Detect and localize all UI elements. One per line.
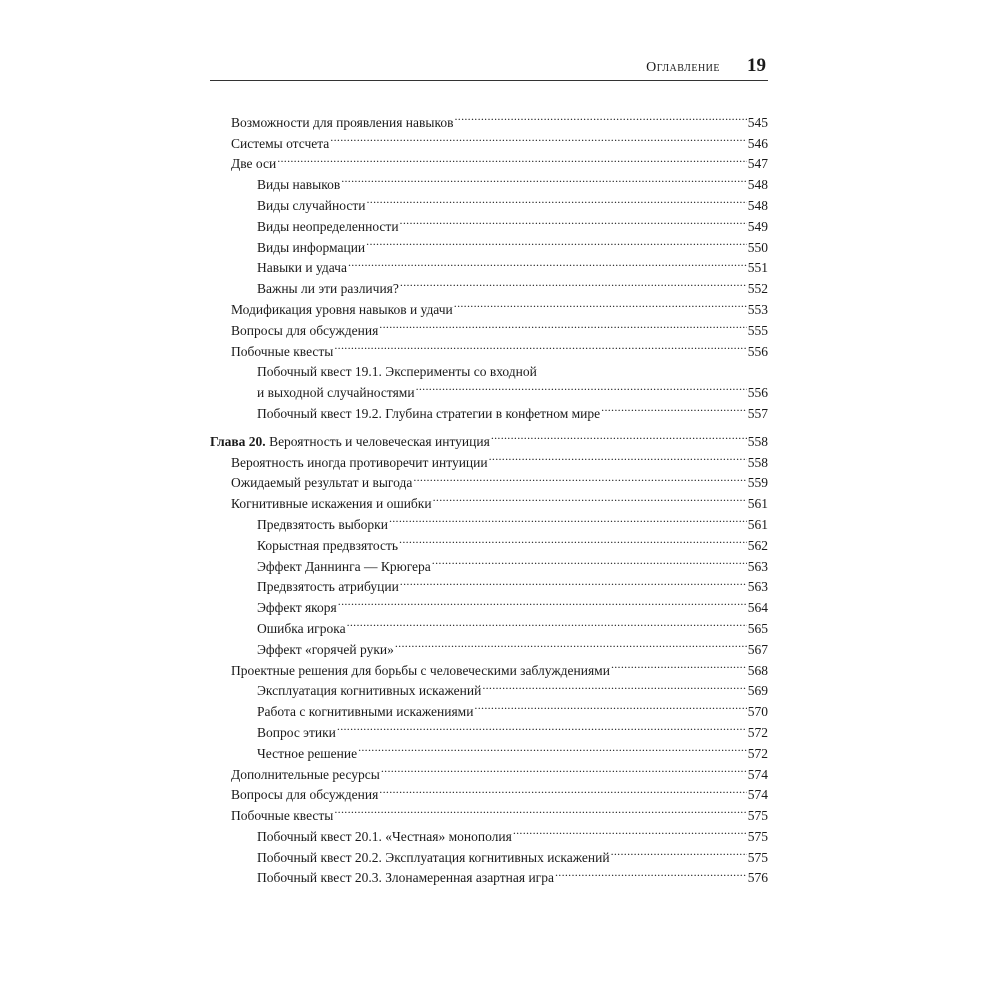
toc-entry-title: [210, 432, 490, 453]
toc-entry-text: Предвзятость атрибуции: [257, 579, 399, 595]
toc-entry-text: Проектные решения для борьбы с человеческими заблуждениями: [231, 662, 610, 678]
toc-entry-text: Навыки и удача: [257, 260, 347, 276]
toc-entry-title: [231, 473, 412, 494]
dot-leader: [454, 293, 747, 314]
toc-entry-page: 556: [747, 385, 768, 401]
toc-entry-text: Вероятность иногда противоречит интуиции: [231, 454, 488, 470]
dot-leader: [489, 446, 747, 467]
toc-entry-page: 558: [747, 454, 768, 470]
toc-entry-page: 563: [747, 579, 768, 595]
toc-entry-text: Вопросы для обсуждения: [231, 322, 379, 338]
toc-entry-title: [257, 619, 346, 640]
page-number: 19: [747, 55, 766, 76]
toc-entry-text: Вопрос этики: [257, 724, 336, 740]
toc-entry-page: 550: [747, 239, 768, 255]
toc-entry-page: 570: [747, 704, 768, 720]
toc-entry-page: 552: [747, 281, 768, 297]
toc-entry-title: [257, 258, 347, 279]
dot-leader: [338, 591, 747, 612]
toc-entry-title: [257, 515, 388, 536]
toc-entry-page: 548: [747, 177, 768, 193]
toc-entry-page: 569: [747, 683, 768, 699]
toc-entry-text: Корыстная предвзятость: [257, 537, 399, 553]
toc-entry-title: [231, 765, 380, 786]
toc-entry-title: [257, 196, 365, 217]
toc-entry-text: Эффект Даннинга — Крюгера: [257, 558, 431, 574]
toc-entry-text: Побочный квест 20.1. «Честная» монополия: [257, 828, 512, 844]
toc-entry-page: 572: [747, 745, 768, 761]
toc-entry-text: Работа с когнитивными искажениями: [257, 704, 474, 720]
toc-entry[interactable]: [210, 425, 768, 449]
toc-entry-text: Возможности для проявления навыков: [231, 114, 454, 130]
dot-leader: [334, 335, 746, 356]
toc-entry-page: 576: [747, 870, 768, 886]
toc-entry-text: Вероятность и человеческая интуиция: [265, 433, 490, 449]
dot-leader: [399, 529, 747, 550]
toc-entry-text: Побочный квест 19.2. Глубина стратегии в конфетном мире: [257, 405, 601, 421]
toc-entry-text: Предвзятость выборки: [257, 516, 388, 532]
toc-entry-page: 567: [747, 641, 768, 657]
dot-leader: [482, 675, 746, 696]
toc-entry-page: 546: [747, 135, 768, 151]
toc-entry-page: 549: [747, 218, 768, 234]
toc-entry-text: Честное решение: [257, 745, 358, 761]
toc-entry-text: Побочные квесты: [231, 343, 334, 359]
dot-leader: [433, 487, 747, 508]
toc-entry-page: 556: [747, 343, 768, 359]
toc-entry-text: Ошибка игрока: [257, 620, 346, 636]
toc-entry-page: 557: [747, 405, 768, 421]
dot-leader: [432, 550, 747, 571]
dot-leader: [538, 356, 767, 377]
dot-leader: [330, 127, 746, 148]
toc-entry-title: [257, 175, 340, 196]
toc-entry-text: Важны ли эти различия?: [257, 281, 399, 297]
toc-entry-text: Побочный квест 20.2. Эксплуатация когнитивных искажений: [257, 849, 610, 865]
toc-entry-title: [257, 868, 554, 889]
toc-entry-text: Побочные квесты: [231, 808, 334, 824]
toc-entry-text: Побочный квест 19.1. Эксперименты со входной: [257, 364, 537, 380]
toc-entry-page: 561: [747, 496, 768, 512]
dot-leader: [454, 106, 746, 127]
dot-leader: [358, 737, 747, 758]
toc-entry-page: 574: [747, 787, 768, 803]
toc-entry-page: 562: [747, 537, 768, 553]
toc-entry-title: [257, 279, 399, 300]
toc-entry-text: Вопросы для обсуждения: [231, 787, 379, 803]
toc-entry-title: [257, 723, 336, 744]
dot-leader: [395, 633, 747, 654]
toc-entry-page: 545: [747, 114, 768, 130]
toc-entry-page: 547: [747, 156, 768, 172]
toc-entry-title: [231, 154, 276, 175]
toc-entry-page: 558: [747, 433, 768, 449]
dot-leader: [555, 862, 747, 883]
dot-leader: [400, 571, 747, 592]
dot-leader: [348, 252, 747, 273]
toc-entry-title: [257, 681, 481, 702]
toc-entry-page: 572: [747, 724, 768, 740]
dot-leader: [337, 716, 747, 737]
toc-entry-text: Системы отсчета: [231, 135, 330, 151]
dot-leader: [334, 799, 746, 820]
toc-entry[interactable]: [210, 148, 768, 172]
toc-entry-text: Две оси: [231, 156, 277, 172]
toc-entry-text: Эффект «горячей руки»: [257, 641, 394, 657]
dot-leader: [474, 695, 746, 716]
dot-leader: [381, 758, 747, 779]
dot-leader: [611, 654, 747, 675]
toc-entry-page: 559: [747, 475, 768, 491]
toc-entry-title: [257, 744, 357, 765]
dot-leader: [379, 314, 746, 335]
toc-entry-text: Дополнительные ресурсы: [231, 766, 380, 782]
dot-leader: [491, 425, 747, 446]
toc-entry-title: [257, 598, 337, 619]
toc-entry-text: Эффект якоря: [257, 600, 337, 616]
toc-entry-text: и выходной случайностями: [257, 385, 415, 401]
toc-entry-title: [257, 640, 394, 661]
dot-leader: [513, 820, 747, 841]
toc-entry-page: 563: [747, 558, 768, 574]
toc-entry-text: Виды случайности: [257, 197, 366, 213]
toc-entry-page: 574: [747, 766, 768, 782]
toc-entry-page: 564: [747, 600, 768, 616]
dot-leader: [601, 397, 747, 418]
running-header-title: Оглавление: [646, 60, 720, 75]
toc-entry-title: [257, 536, 398, 557]
toc-entry-title: [257, 404, 600, 425]
toc-entry-page: 551: [747, 260, 768, 276]
toc-entry-page: 575: [747, 808, 768, 824]
toc-entry-page: 548: [747, 197, 768, 213]
toc-entry-text: Виды неопределенности: [257, 218, 399, 234]
toc-entry-text: Эксплуатация когнитивных искажений: [257, 683, 482, 699]
dot-leader: [341, 168, 747, 189]
dot-leader: [611, 841, 747, 862]
toc-entry-text: Модификация уровня навыков и удачи: [231, 301, 453, 317]
dot-leader: [400, 272, 747, 293]
running-header: [210, 55, 768, 81]
dot-leader: [416, 376, 747, 397]
dot-leader: [347, 612, 747, 633]
toc-entry[interactable]: [210, 168, 768, 193]
toc-entry-text: Ожидаемый результат и выгода: [231, 475, 413, 491]
table-of-contents: [210, 106, 768, 886]
toc-entry-text: Виды информации: [257, 239, 366, 255]
toc-entry[interactable]: [210, 106, 768, 130]
toc-entry-page: 575: [747, 828, 768, 844]
toc-entry-page: 561: [747, 516, 768, 532]
dot-leader: [277, 148, 747, 169]
toc-entry-title: [257, 383, 415, 404]
chapter-label: Глава 20.: [210, 433, 266, 449]
toc-entry-page: 565: [747, 620, 768, 636]
header-divider: [210, 80, 768, 81]
dot-leader: [389, 508, 747, 529]
toc-entry-page: 553: [747, 301, 768, 317]
toc-entry-page: 575: [747, 849, 768, 865]
toc-entry-title: [257, 827, 512, 848]
toc-entry-page: 555: [747, 322, 768, 338]
dot-leader: [366, 231, 747, 252]
toc-entry-text: Когнитивные искажения и ошибки: [231, 496, 432, 512]
dot-leader: [400, 210, 747, 231]
toc-entry-page: 568: [747, 662, 768, 678]
dot-leader: [366, 189, 746, 210]
toc-entry-text: Побочный квест 20.3. Злонамеренная азартная игра: [257, 870, 554, 886]
toc-entry-title: [231, 342, 333, 363]
toc-entry-text: Виды навыков: [257, 177, 341, 193]
dot-leader: [379, 779, 746, 800]
toc-entry-title: [231, 806, 333, 827]
dot-leader: [413, 467, 746, 488]
